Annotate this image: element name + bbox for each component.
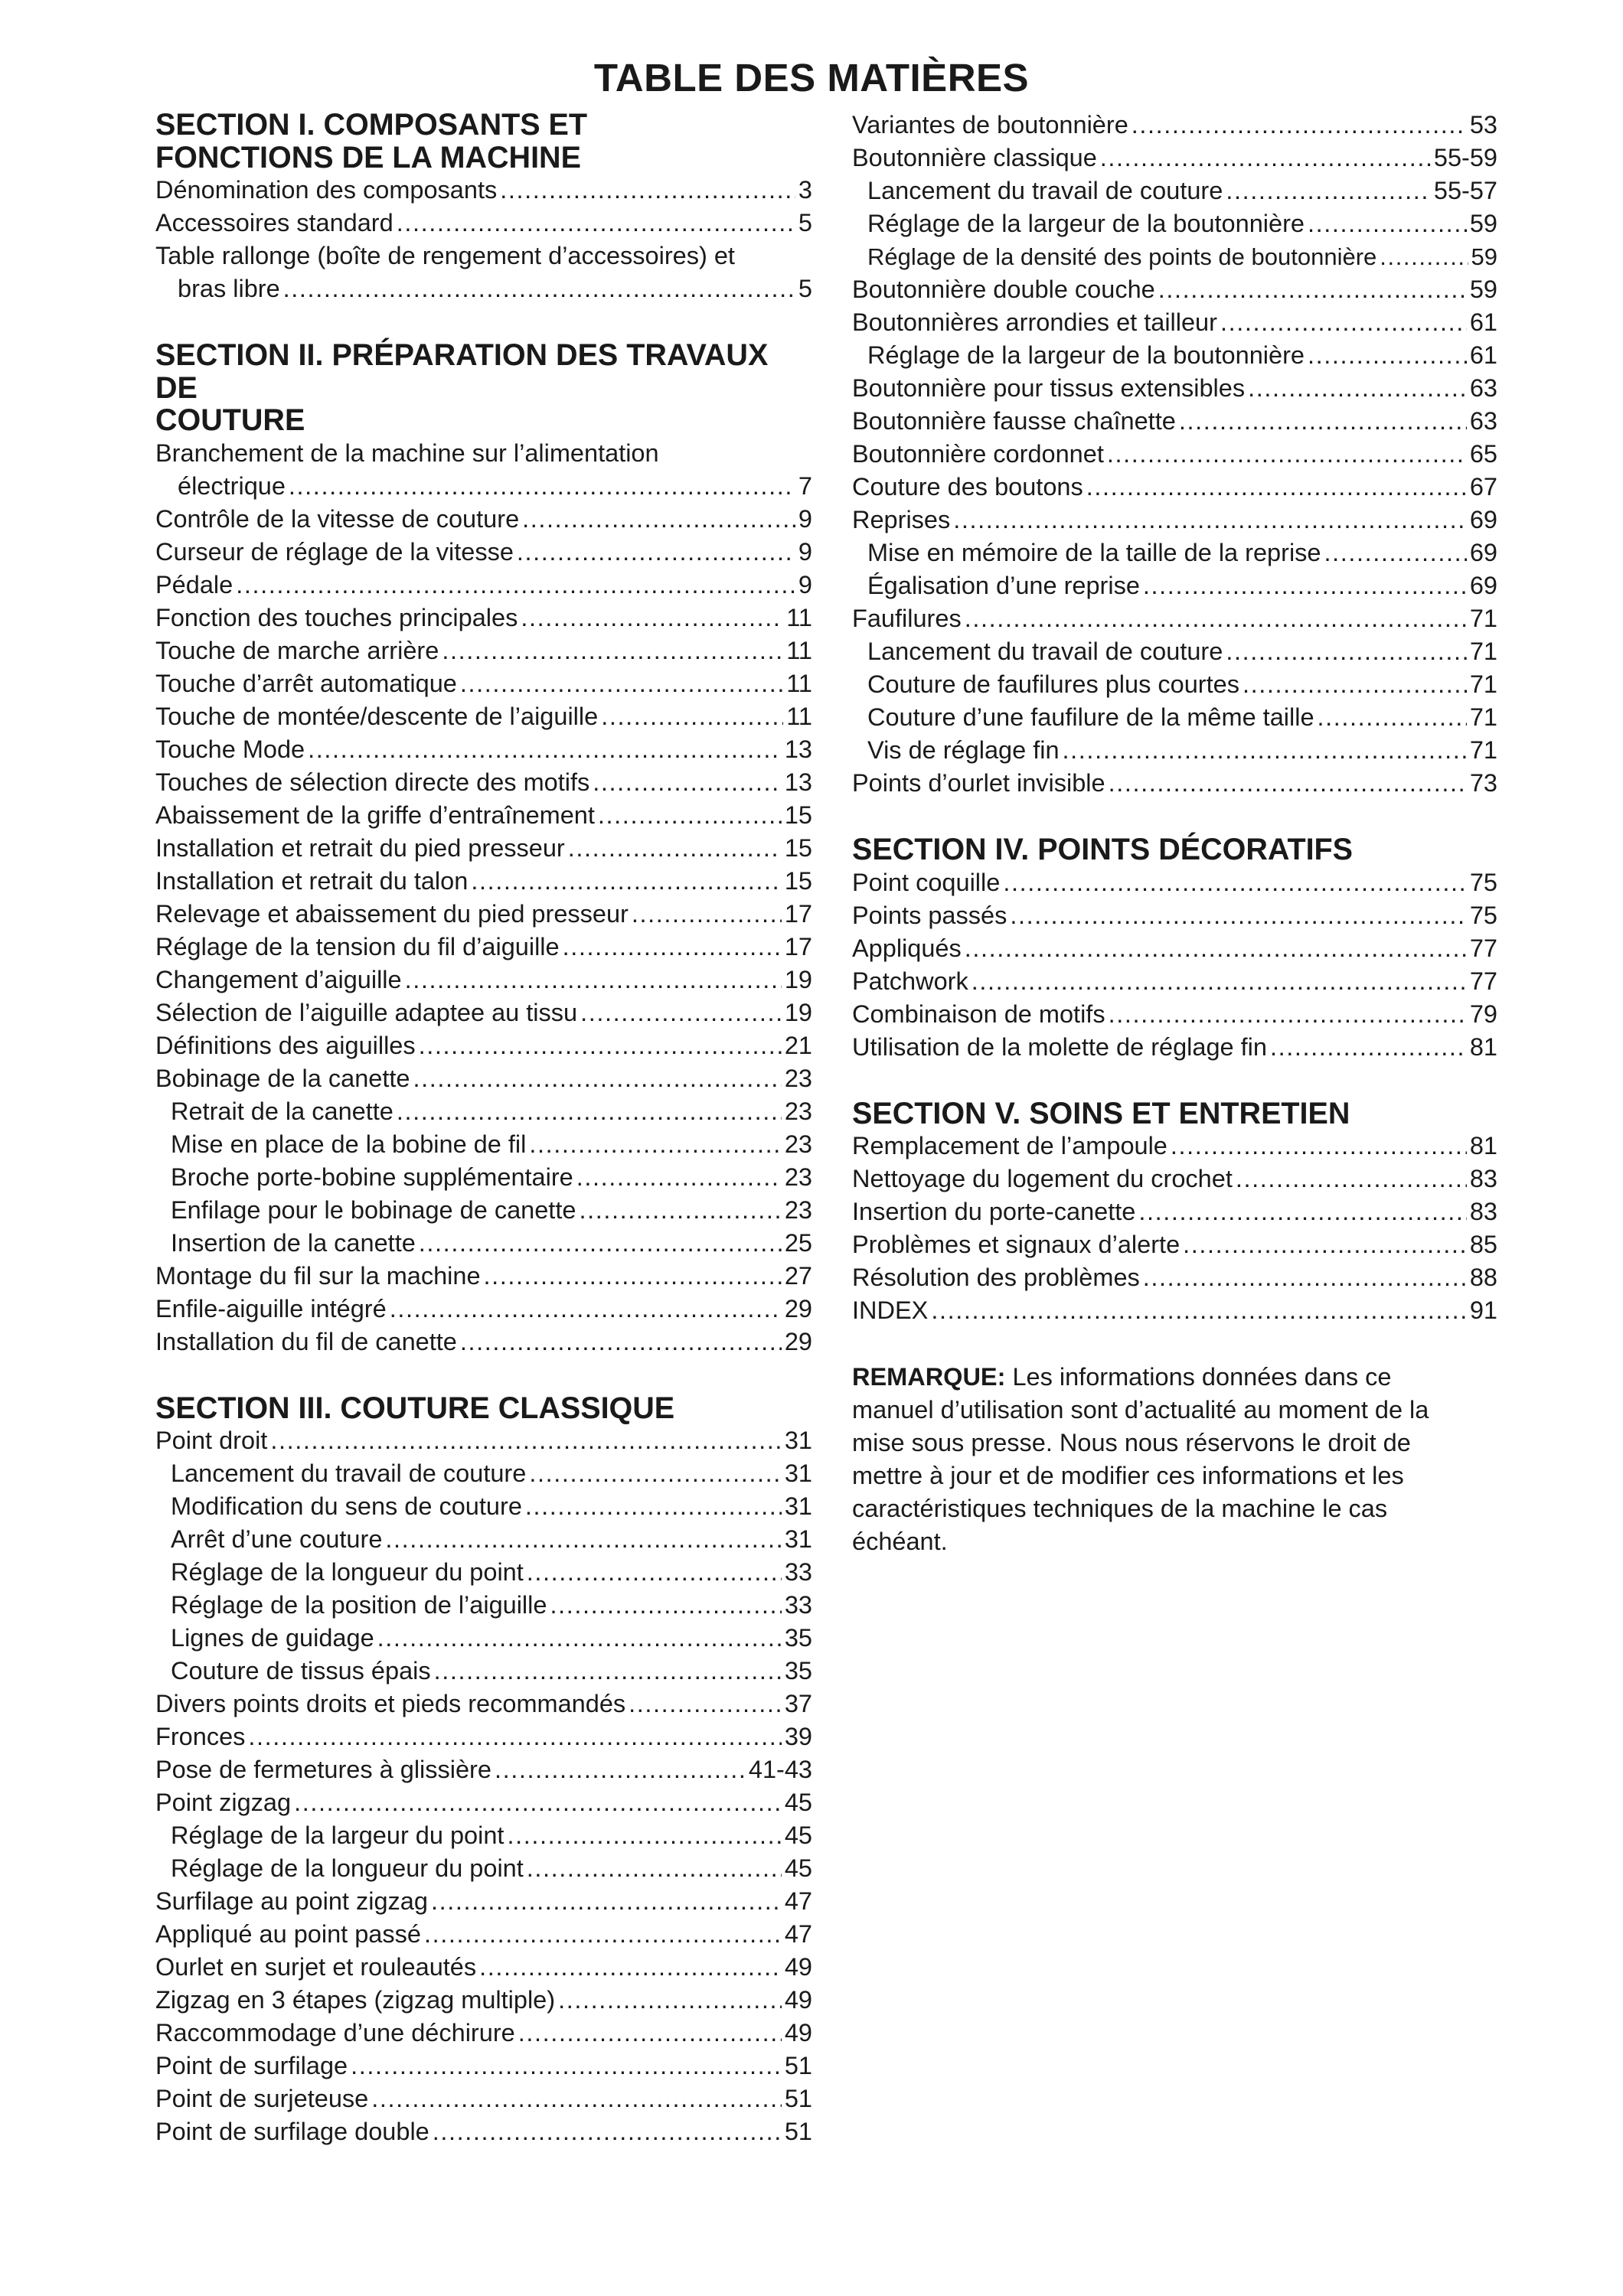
toc-entry[interactable]: Relevage et abaissement du pied presseur ..... 17 — [155, 898, 812, 931]
toc-entry[interactable]: Couture d’une faufilure de la même taille ..... 71 — [852, 701, 1497, 734]
section-heading: SECTION II. PRÉPARATION DES TRAVAUX DE COUTURE — [155, 338, 769, 437]
toc-entry[interactable]: Touche de marche arrière ..... 11 — [155, 634, 812, 667]
toc-entry[interactable]: Changement d’aiguille ..... 19 — [155, 964, 812, 996]
toc-entry[interactable]: Raccommodage d’une déchirure ..... 49 — [155, 2017, 812, 2050]
toc-entry[interactable]: Faufilures ..... 71 — [852, 602, 1497, 635]
toc-entry[interactable]: Pédale ..... 9 — [155, 569, 812, 602]
toc-entry[interactable]: Réglage de la longueur du point ..... 45 — [155, 1852, 812, 1885]
toc-entry[interactable]: Variantes de boutonnière ..... 53 — [852, 109, 1497, 142]
toc-entry[interactable]: Appliqués ..... 77 — [852, 932, 1497, 965]
toc-entry[interactable]: Point coquille ..... 75 — [852, 866, 1497, 899]
toc-entry[interactable]: Boutonnière double couche ..... 59 — [852, 273, 1497, 306]
toc-entry[interactable]: Points passés ..... 75 — [852, 899, 1497, 932]
toc-entry[interactable]: Combinaison de motifs ..... 79 — [852, 998, 1497, 1031]
toc-entry[interactable]: Curseur de réglage de la vitesse ..... 9 — [155, 536, 812, 569]
toc-entry[interactable]: Boutonnière fausse chaînette ..... 63 — [852, 405, 1497, 438]
toc-entry[interactable]: Point de surjeteuse ..... 51 — [155, 2082, 812, 2115]
toc-entry[interactable]: Problèmes et signaux d’alerte ..... 85 — [852, 1228, 1497, 1261]
toc-entry[interactable]: Touche de montée/descente de l’aiguille ..... 11 — [155, 700, 812, 733]
remark-note: REMARQUE: Les informations données dans ce manuel d’utilisation sont d’actualité au moment de la mise sous presse. Nous nous réservons le droit de mettre à jour et de modifier ces informations et les caractéristiques techniques de la machine le cas échéant. — [852, 1363, 1429, 1555]
toc-entry[interactable]: Égalisation d’une reprise ..... 69 — [852, 569, 1497, 602]
toc-entry[interactable]: Réglage de la tension du fil d’aiguille ..... 17 — [155, 931, 812, 964]
toc-entry[interactable]: Couture de faufilures plus courtes ..... 71 — [852, 668, 1497, 701]
toc-entry[interactable]: Enfilage pour le bobinage de canette ..... 23 — [155, 1194, 812, 1227]
toc-entry[interactable]: Enfile-aiguille intégré ..... 29 — [155, 1293, 812, 1326]
toc-entry[interactable]: Divers points droits et pieds recommandés ..... 37 — [155, 1688, 812, 1720]
toc-entry[interactable]: Point de surfilage double ..... 51 — [155, 2115, 812, 2148]
toc-entry[interactable]: Vis de réglage fin ..... 71 — [852, 734, 1497, 767]
toc-entry[interactable]: Accessoires standard ..... 5 — [155, 207, 812, 240]
toc-entry[interactable]: Lancement du travail de couture ..... 31 — [155, 1457, 812, 1490]
toc-entry[interactable]: Reprises ..... 69 — [852, 504, 1497, 536]
toc-entry[interactable]: Réglage de la longueur du point ..... 33 — [155, 1556, 812, 1589]
toc-entry[interactable]: Fonction des touches principales ..... 11 — [155, 602, 812, 634]
toc-entry[interactable]: Insertion du porte-canette ..... 83 — [852, 1195, 1497, 1228]
toc-entry[interactable]: Réglage de la largeur de la boutonnière ..... 61 — [852, 339, 1497, 372]
toc-entry[interactable]: Contrôle de la vitesse de couture ..... 9 — [155, 503, 812, 536]
toc-entry[interactable]: Zigzag en 3 étapes (zigzag multiple) ..... 49 — [155, 1984, 812, 2017]
toc-entry[interactable]: Nettoyage du logement du crochet ..... 83 — [852, 1163, 1497, 1195]
toc-entry[interactable]: Définitions des aiguilles ..... 21 — [155, 1029, 812, 1062]
toc-entry[interactable]: Réglage de la largeur du point ..... 45 — [155, 1819, 812, 1852]
toc-entry[interactable]: Boutonnières arrondies et tailleur ..... 61 — [852, 306, 1497, 339]
toc-entry[interactable]: Point de surfilage ..... 51 — [155, 2050, 812, 2082]
toc-entry[interactable]: Table rallonge (boîte de rengement d’accessoires) et bras libre ..... 5 — [155, 240, 812, 305]
toc-entry[interactable]: Bobinage de la canette ..... 23 — [155, 1062, 812, 1095]
toc-entry[interactable]: Installation du fil de canette ..... 29 — [155, 1326, 812, 1358]
toc-entry[interactable]: Dénomination des composants ..... 3 — [155, 174, 812, 207]
toc-entry[interactable]: Abaissement de la griffe d’entraînement ..... 15 — [155, 799, 812, 832]
toc-entry[interactable]: Pose de fermetures à glissière ..... 41-43 — [155, 1753, 812, 1786]
toc-entry[interactable]: Retrait de la canette ..... 23 — [155, 1095, 812, 1128]
toc-entry[interactable]: Lignes de guidage ..... 35 — [155, 1622, 812, 1655]
toc-entry[interactable]: Touches de sélection directe des motifs ..... 13 — [155, 766, 812, 799]
section-heading: SECTION I. COMPOSANTS ET FONCTIONS DE LA MACHINE — [155, 108, 588, 174]
toc-entry[interactable]: Réglage de la largeur de la boutonnière ..... 59 — [852, 207, 1497, 240]
toc-entry[interactable]: Lancement du travail de couture ..... 71 — [852, 635, 1497, 668]
toc-entry[interactable]: Mise en mémoire de la taille de la reprise ..... 69 — [852, 536, 1497, 569]
toc-entry[interactable]: Appliqué au point passé ..... 47 — [155, 1918, 812, 1951]
toc-entry[interactable]: Modification du sens de couture ..... 31 — [155, 1490, 812, 1523]
toc-entry[interactable]: Insertion de la canette ..... 25 — [155, 1227, 812, 1260]
toc-entry[interactable]: Point zigzag ..... 45 — [155, 1786, 812, 1819]
toc-entry[interactable]: Résolution des problèmes ..... 88 — [852, 1261, 1497, 1294]
toc-entry[interactable]: Ourlet en surjet et rouleautés ..... 49 — [155, 1951, 812, 1984]
toc-entry[interactable]: Couture de tissus épais ..... 35 — [155, 1655, 812, 1688]
toc-entry[interactable]: Fronces ..... 39 — [155, 1720, 812, 1753]
toc-entry[interactable]: Surfilage au point zigzag ..... 47 — [155, 1885, 812, 1918]
toc-entry[interactable]: Montage du fil sur la machine ..... 27 — [155, 1260, 812, 1293]
section-heading: SECTION IV. POINTS DÉCORATIFS — [852, 833, 1354, 866]
toc-entry[interactable]: Boutonnière cordonnet ..... 65 — [852, 438, 1497, 471]
toc-entry[interactable]: Broche porte-bobine supplémentaire ..... 23 — [155, 1161, 812, 1194]
toc-entry[interactable]: Installation et retrait du talon ..... 15 — [155, 865, 812, 898]
toc-entry[interactable]: Réglage de la position de l’aiguille ..... 33 — [155, 1589, 812, 1622]
remark-label: REMARQUE: — [852, 1363, 1006, 1391]
toc-entry[interactable]: Patchwork ..... 77 — [852, 965, 1497, 998]
section-heading: SECTION V. SOINS ET ENTRETIEN — [852, 1096, 1350, 1130]
toc-entry[interactable]: Branchement de la machine sur l’alimentation électrique ..... 7 — [155, 437, 812, 503]
toc-entry[interactable]: Lancement du travail de couture ..... 55-57 — [852, 174, 1497, 207]
toc-entry[interactable]: Touche d’arrêt automatique ..... 11 — [155, 667, 812, 700]
toc-entry[interactable]: Réglage de la densité des points de boutonnière ..... 59 — [852, 240, 1497, 273]
toc-entry[interactable]: Utilisation de la molette de réglage fin ..... 81 — [852, 1031, 1497, 1064]
toc-entry[interactable]: Touche Mode ..... 13 — [155, 733, 812, 766]
toc-entry[interactable]: Installation et retrait du pied presseur ..... 15 — [155, 832, 812, 865]
page-title: TABLE DES MATIÈRES — [593, 56, 1030, 99]
toc-entry[interactable]: INDEX ..... 91 — [852, 1294, 1497, 1327]
toc-entry[interactable]: Sélection de l’aiguille adaptee au tissu ..... 19 — [155, 996, 812, 1029]
section-heading: SECTION III. COUTURE CLASSIQUE — [155, 1391, 675, 1425]
toc-entry[interactable]: Couture des boutons ..... 67 — [852, 471, 1497, 504]
toc-entry[interactable]: Arrêt d’une couture ..... 31 — [155, 1523, 812, 1556]
toc-entry[interactable]: Remplacement de l’ampoule ..... 81 — [852, 1130, 1497, 1163]
toc-entry[interactable]: Points d’ourlet invisible ..... 73 — [852, 767, 1497, 800]
toc-entry[interactable]: Boutonnière pour tissus extensibles ..... 63 — [852, 372, 1497, 405]
toc-entry[interactable]: Boutonnière classique ..... 55-59 — [852, 142, 1497, 174]
toc-entry[interactable]: Mise en place de la bobine de fil ..... 23 — [155, 1128, 812, 1161]
toc-left-column — [155, 109, 812, 2148]
toc-right-column — [852, 109, 1497, 1558]
toc-entry[interactable]: Point droit ..... 31 — [155, 1424, 812, 1457]
